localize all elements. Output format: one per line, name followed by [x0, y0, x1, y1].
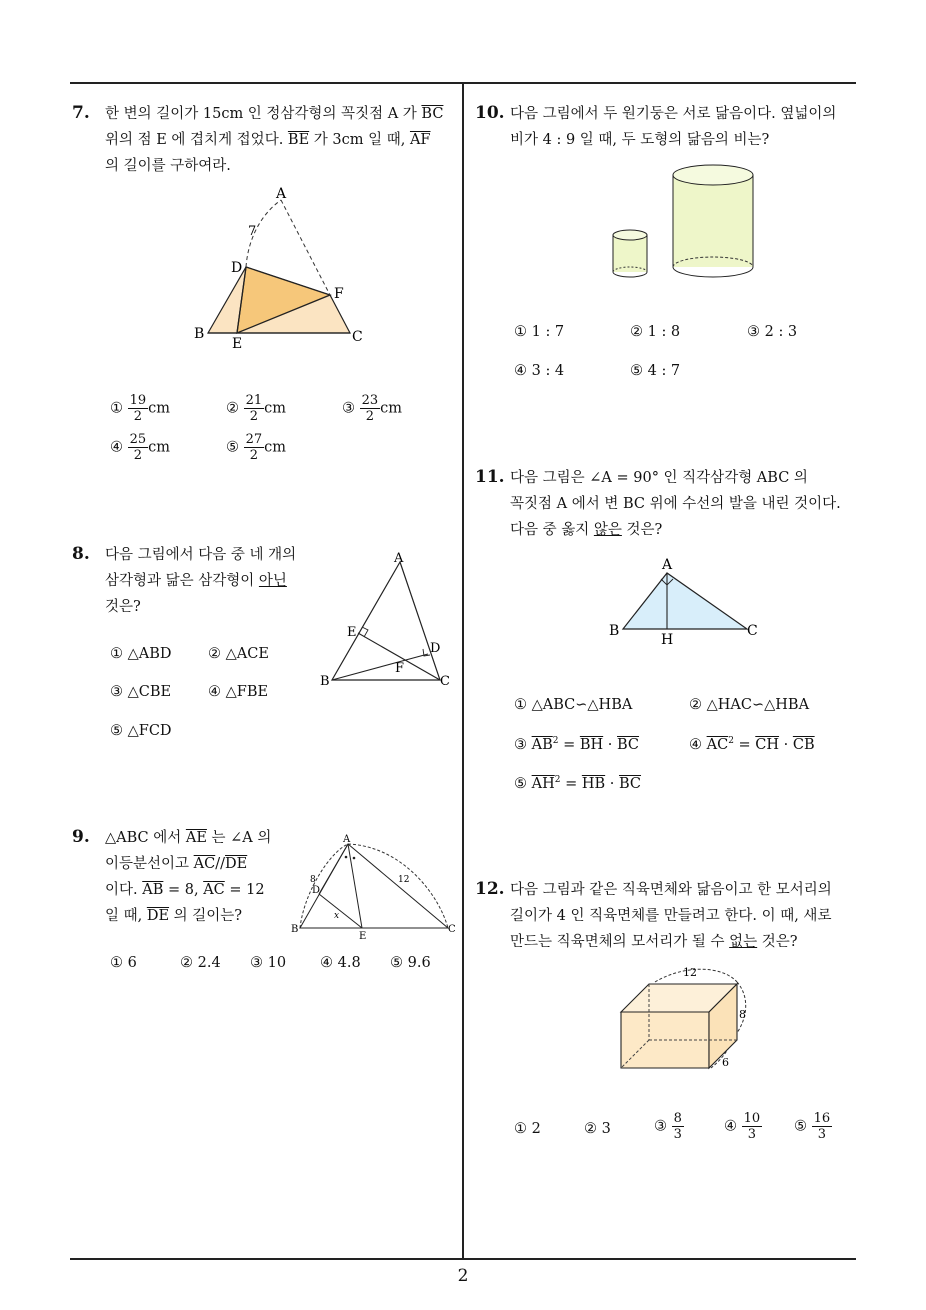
q11-label-C: C — [747, 623, 758, 639]
q9-text: △ABC 에서 $\overline{AE}$ 는 ∠A 의 이등분선이고 $\overline{AC}//\overline{DE}$ 이다. $\overline{AB} = 8$, $\overline{AC} = 12$ 일 때, $\overline{DE}$ 의 길이는? — [105, 830, 272, 924]
q7-label-F: F — [334, 286, 344, 302]
q10-number: 10. — [475, 103, 505, 123]
q11-number: 11. — [475, 467, 505, 487]
q12-option-4[interactable]: ④ $\frac{10}{3}$ — [724, 1111, 761, 1142]
q12-option-1[interactable]: ① 2 — [514, 1121, 541, 1137]
q8-number: 8. — [72, 544, 90, 564]
q7-label-A: A — [276, 186, 287, 202]
q8-label-F: F — [395, 661, 405, 676]
q9-label-A: A — [343, 834, 351, 845]
q9-option-4[interactable]: ④ 4.8 — [320, 955, 361, 971]
q8-label-D: D — [430, 641, 441, 656]
bottom-rule — [70, 1258, 856, 1260]
q7-option-3[interactable]: ③ $\frac{23}{2}$ cm — [342, 393, 403, 424]
q7-option-2[interactable]: ② $\frac{21}{2}$ cm — [226, 393, 287, 424]
q11-option-3[interactable]: ③ $\overline{AB}^2 = \overline{BH} \cdot \overline{BC}$ — [514, 736, 640, 753]
q11-option-5[interactable]: ⑤ $\overline{AH}^2 = \overline{HB} \cdot \overline{BC}$ — [514, 775, 642, 792]
q7-option-4[interactable]: ④ $\frac{25}{2}$ cm — [110, 432, 171, 463]
q11-label-B: B — [609, 623, 620, 639]
q12-label-8: 8 — [739, 1008, 746, 1021]
q12-label-6: 6 — [722, 1056, 729, 1069]
q12-option-2[interactable]: ② 3 — [584, 1121, 611, 1137]
q8-option-3[interactable]: ③ △CBE — [110, 684, 172, 700]
q10-text: 다음 그림에서 두 원기둥은 서로 닮음이다. 옆넓이의 비가 4 : 9 일 때, 두 도형의 닮음의 비는? — [510, 106, 837, 148]
q9-option-5[interactable]: ⑤ 9.6 — [390, 955, 431, 971]
q12-label-12: 12 — [683, 966, 697, 979]
q9-label-C: C — [448, 924, 456, 935]
q11-label-A: A — [662, 557, 673, 573]
q9-number: 9. — [72, 827, 90, 847]
q8-label-A: A — [394, 551, 404, 566]
q8-label-B: B — [320, 674, 330, 689]
q9-label-x: x — [334, 911, 340, 921]
q7-figure — [190, 185, 380, 355]
q9-option-1[interactable]: ① 6 — [110, 955, 137, 971]
q7-label-B: B — [194, 326, 205, 342]
q11-option-4[interactable]: ④ $\overline{AC}^2 = \overline{CH} \cdot \overline{CB}$ — [689, 736, 815, 753]
q12-option-5[interactable]: ⑤ $\frac{16}{3}$ — [794, 1111, 831, 1142]
q9-label-E: E — [359, 931, 367, 942]
q7-option-1[interactable]: ① $\frac{19}{2}$ cm — [110, 393, 171, 424]
q10-figure-cylinders — [605, 160, 765, 280]
q10-option-3[interactable]: ③ 2 : 3 — [747, 324, 798, 340]
q9-label-B: B — [291, 924, 299, 935]
q11-label-H: H — [661, 632, 674, 648]
q9-option-2[interactable]: ② 2.4 — [180, 955, 221, 971]
column-divider — [462, 82, 464, 1260]
q7-label-7: 7 — [248, 224, 257, 239]
q8-label-E: E — [347, 625, 357, 640]
q7-label-C: C — [352, 329, 363, 345]
q8-option-4[interactable]: ④ △FBE — [208, 684, 269, 700]
q8-option-1[interactable]: ① △ABD — [110, 646, 172, 662]
q7-label-D: D — [231, 260, 243, 276]
q10-option-5[interactable]: ⑤ 4 : 7 — [630, 363, 681, 379]
page-number: 2 — [457, 1266, 469, 1286]
q7-text: 한 변의 길이가 15cm 인 정삼각형의 꼭짓점 A 가 $\overline{BC}$ 위의 점 E 에 겹치게 접었다. $\overline{BE}$ 가 3cm 일 때, $\overline{AF}$ 의 길이를 구하여라. — [105, 106, 444, 174]
q12-text: 다음 그림과 같은 직육면체와 닮음이고 한 모서리의 길이가 4 인 직육면체를 만들려고 한다. 이 때, 새로 만드는 직육면체의 모서리가 될 수 없는 것은? — [510, 882, 832, 950]
q8-option-2[interactable]: ② △ACE — [208, 646, 269, 662]
q8-figure — [316, 548, 456, 693]
q10-option-2[interactable]: ② 1 : 8 — [630, 324, 681, 340]
q11-figure — [605, 553, 765, 648]
q10-option-4[interactable]: ④ 3 : 4 — [514, 363, 565, 379]
q7-label-E: E — [232, 336, 243, 352]
q12-number: 12. — [475, 879, 505, 899]
q7-number: 7. — [72, 103, 90, 123]
q10-option-1[interactable]: ① 1 : 7 — [514, 324, 565, 340]
q12-option-3[interactable]: ③ $\frac{8}{3}$ — [654, 1111, 682, 1142]
q11-option-1[interactable]: ① △ABC∽△HBA — [514, 697, 633, 713]
q12-figure-cuboid — [605, 960, 765, 1080]
q7-option-5[interactable]: ⑤ $\frac{27}{2}$ cm — [226, 432, 287, 463]
q8-text: 다음 그림에서 다음 중 네 개의 삼각형과 닮은 삼각형이 아닌 것은? — [105, 547, 297, 615]
q11-option-2[interactable]: ② △HAC∽△HBA — [689, 697, 810, 713]
q8-label-C: C — [440, 674, 450, 689]
q11-text: 다음 그림은 ∠A = 90° 인 직각삼각형 ABC 의 꼭짓점 A 에서 변 BC 위에 수선의 발을 내린 것이다. 다음 중 옳지 않은 것은? — [510, 470, 841, 538]
q8-option-5[interactable]: ⑤ △FCD — [110, 723, 172, 739]
q9-figure — [290, 832, 458, 942]
q9-label-8: 8 — [310, 875, 316, 885]
q9-label-D: D — [312, 885, 321, 896]
q9-option-3[interactable]: ③ 10 — [250, 955, 287, 971]
q9-label-12: 12 — [398, 875, 410, 885]
